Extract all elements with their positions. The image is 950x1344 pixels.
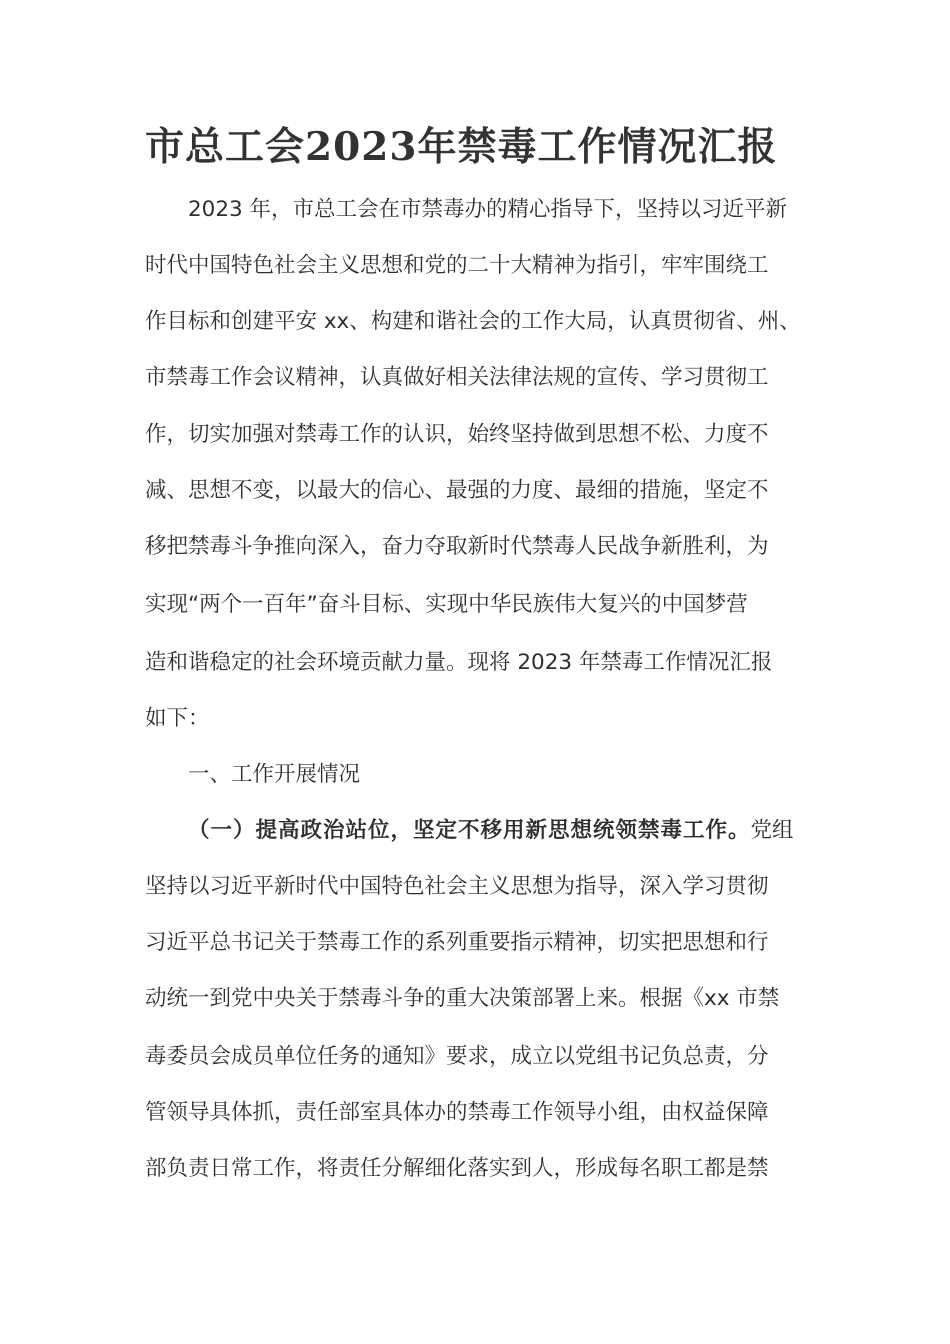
paragraph-line: 作，切实加强对禁毒工作的认识，始终坚持做到思想不松、力度不 bbox=[145, 422, 769, 447]
subsection-heading: （一）提高政治站位，坚定不移用新思想统领禁毒工作。 bbox=[188, 818, 751, 843]
paragraph-line: 实现“两个一百年”奋斗目标、实现中华民族伟大复兴的中国梦营 bbox=[145, 592, 748, 617]
paragraph-line: 市禁毒工作会议精神，认真做好相关法律法规的宣传、学习贯彻工 bbox=[145, 365, 769, 390]
paragraph-line: 2023 年，市总工会在市禁毒办的精心指导下，坚持以习近平新 bbox=[188, 197, 788, 222]
paragraph-line: 减、思想不变，以最大的信心、最强的力度、最细的措施，坚定不 bbox=[145, 478, 769, 503]
paragraph-line: 造和谐稳定的社会环境贡献力量。现将 2023 年禁毒工作情况汇报 bbox=[145, 650, 773, 675]
paragraph-line: 毒委员会成员单位任务的通知》要求，成立以党组书记负总责，分 bbox=[145, 1044, 769, 1069]
paragraph-line: 部负责日常工作，将责任分解细化落实到人，形成每名职工都是禁 bbox=[145, 1156, 769, 1181]
subsection-first-line bbox=[188, 814, 794, 848]
paragraph-line: 移把禁毒斗争推向深入，奋力夺取新时代禁毒人民战争新胜利，为 bbox=[145, 534, 769, 559]
document-title: 市总工会2023年禁毒工作情况汇报 bbox=[145, 124, 778, 170]
paragraph-line: 管领导具体抓，责任部室具体办的禁毒工作领导小组，由权益保障 bbox=[145, 1100, 769, 1125]
paragraph-line: 如下： bbox=[145, 706, 210, 731]
paragraph-line: 习近平总书记关于禁毒工作的系列重要指示精神，切实把思想和行 bbox=[145, 930, 769, 955]
subsection-line-rest: 党组 bbox=[750, 818, 794, 843]
paragraph-line: 坚持以习近平新时代中国特色社会主义思想为指导，深入学习贯彻 bbox=[145, 874, 769, 899]
section-heading: 一、工作开展情况 bbox=[188, 762, 361, 787]
paragraph-line: 时代中国特色社会主义思想和党的二十大精神为指引，牢牢围绕工 bbox=[145, 253, 769, 278]
paragraph-line: 动统一到党中央关于禁毒斗争的重大决策部署上来。根据《xx 市禁 bbox=[145, 986, 780, 1011]
paragraph-line: 作目标和创建平安 xx、构建和谐社会的工作大局，认真贯彻省、州、 bbox=[145, 309, 801, 334]
